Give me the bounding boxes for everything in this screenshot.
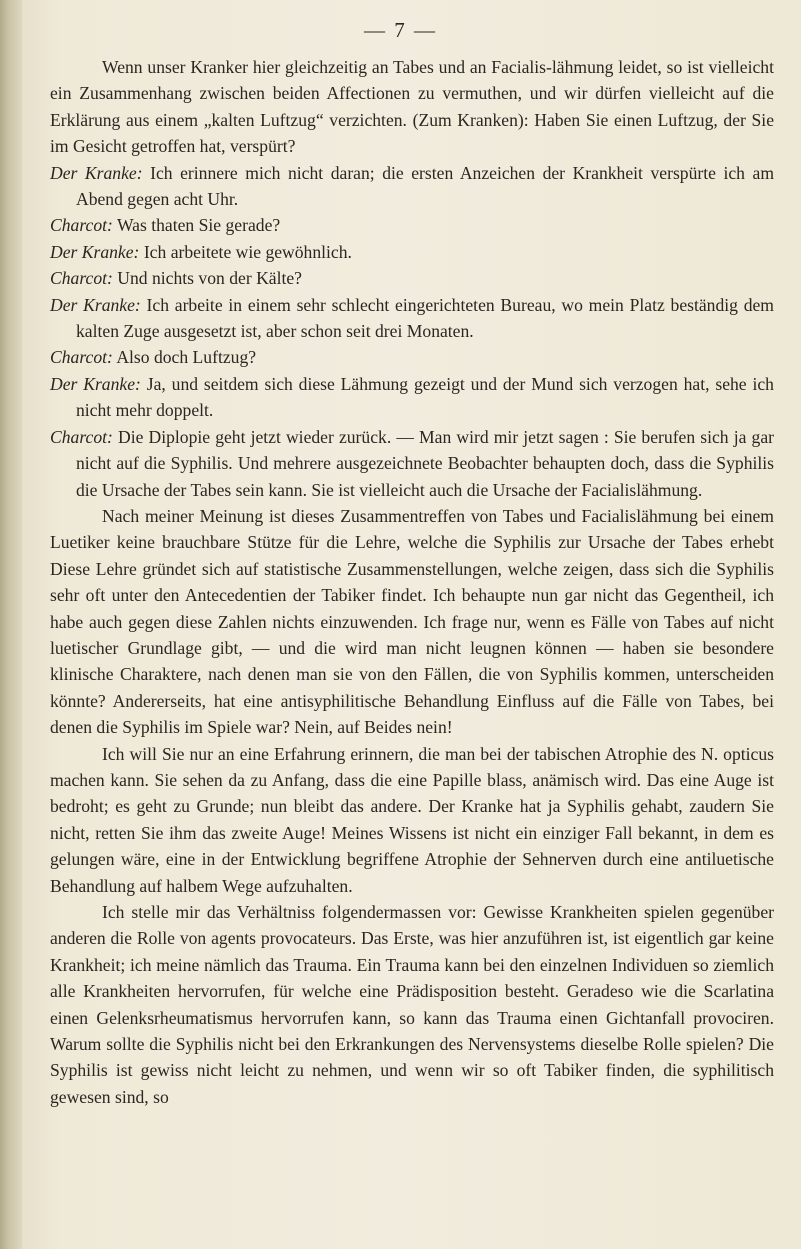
dialogue-text: Die Diplopie geht jetzt wieder zurück. — Man wird mir jetzt sagen : Sie berufen sich ja gar nicht auf die Syphilis. Und mehrere ausgezeichnete Beobachter behaupten doch, dass die Syphilis die Ursache der Tabes sein kann. Sie ist vielleicht auch die Ursache der Facialislähmung. [76, 426, 774, 500]
dialogue-text: Ich erinnere mich nicht daran; die ersten Anzeichen der Krankheit verspürte ich am Abend gegen acht Uhr. [76, 162, 774, 210]
dialogue-text: Ich arbeite in einem sehr schlecht eingerichteten Bureau, wo mein Platz beständig dem kalten Zuge ausgesetzt ist, aber schon seit drei Monaten. [76, 294, 774, 342]
paragraph-text: Nach meiner Meinung ist dieses Zusammentreffen von Tabes und Facialislähmung bei einem Luetiker keine brauchbare Stütze für die Lehre, welche die Syphilis zur Ursache der Tabes erhebt Diese Lehre gründet sich auf statistische Zusammenstellungen, welche zeigen, dass sich die Syphilis sehr oft unter den Antecedentien der Tabiker findet. Ich behaupte nun gar nicht das Gegentheil, ich habe auch gegen diese Zahlen nichts einzuwenden. Ich frage nur, wenn es Fälle von Tabes auf nicht luetischer Grundlage gibt, — und die wird man nicht leugnen können — haben sie besondere klinische Charaktere, nach denen man sie von den Fällen, die von Syphilis kommen, unterscheiden könnte? Andererseits, hat eine antisyphilitische Behandlung Einfluss auf die Fälle von Tabes, bei denen die Syphilis im Spiele war? Nein, auf Beides nein! [50, 505, 774, 738]
speaker-label: Charcot: [50, 426, 113, 447]
dialogue-text: Und nichts von der Kälte? [117, 268, 302, 289]
speaker-label: Charcot: [50, 215, 113, 236]
speaker-label: Charcot: [50, 347, 113, 368]
body-text [50, 54, 774, 1110]
paragraph-text: Ich will Sie nur an eine Erfahrung erinnern, die man bei der tabischen Atrophie des N. opticus machen kann. Sie sehen da zu Anfang, dass die eine Papille blass, anämisch wird. Das eine Auge ist bedroht; es geht zu Grunde; nun bleibt das andere. Der Kranke hat ja Syphilis gehabt, zaudern Sie nicht, retten Sie ihm das zweite Auge! Meines Wissens ist nicht ein einziger Fall bekannt, in dem es gelungen wäre, eine in der Entwicklung begriffene Atrophie der Sehnerven durch eine antiluetische Behandlung auf halbem Wege aufzuhalten. [50, 743, 774, 896]
paragraph-text: Ich stelle mir das Verhältniss folgendermassen vor: Gewisse Krankheiten spielen gegenüber anderen die Rolle von agents provocateurs. Das Erste, was hier anzuführen ist, ist eigentlich gar keine Krankheit; ich meine nämlich das Trauma. Ein Trauma kann bei den einzelnen Individuen so ziemlich alle Krankheiten hervorrufen, für welche eine Prädisposition besteht. Geradeso wie die Scarlatina einen Gelenksrheumatismus hervorrufen kann, so kann das Trauma einen Gichtanfall provociren. Warum sollte die Syphilis nicht bei den Erkrankungen des Nervensystems dieselbe Rolle spielen? Die Syphilis ist gewiss nicht leicht zu nehmen, und wenn wir so oft Tabiker finden, die syphilitisch gewesen sind, so [50, 902, 774, 1107]
speaker-label: Der Kranke: [50, 241, 140, 262]
speaker-label: Der Kranke: [50, 294, 141, 315]
speaker-label: Charcot: [50, 268, 113, 289]
page-gutter-shadow [0, 0, 22, 1249]
paragraph [50, 54, 774, 160]
dialogue-line [50, 212, 774, 238]
speaker-label: Der Kranke: [50, 162, 143, 183]
dialogue-text: Was thaten Sie gerade? [116, 215, 281, 236]
dialogue-line [50, 265, 774, 291]
dialogue-line [50, 239, 774, 265]
dialogue-line [50, 160, 774, 213]
dialogue-text: Ich arbeitete wie gewöhnlich. [143, 241, 352, 262]
dialogue-text: Ja, und seitdem sich diese Lähmung gezeigt und der Mund sich verzogen hat, sehe ich nicht mehr doppelt. [76, 373, 774, 421]
dialogue-line [50, 424, 774, 503]
paragraph-text: Wenn unser Kranker hier gleichzeitig an Tabes und an Facialis-lähmung leidet, so ist vielleicht ein Zusammenhang zwischen beiden Affectionen zu vermuthen, und wir dürfen vielleicht auf die Erklärung aus einem „kalten Luftzug“ verzichten. (Zum Kranken): Haben Sie einen Luftzug, der Sie im Gesicht getroffen hat, verspürt? [50, 57, 774, 157]
dialogue-line [50, 371, 774, 424]
dialogue-text: Also doch Luftzug? [116, 347, 257, 368]
paragraph [50, 503, 774, 741]
page-number: — 7 — [364, 18, 437, 42]
dialogue-line [50, 344, 774, 370]
dialogue-line [50, 292, 774, 345]
paragraph [50, 741, 774, 899]
speaker-label: Der Kranke: [50, 373, 141, 394]
paragraph [50, 899, 774, 1110]
